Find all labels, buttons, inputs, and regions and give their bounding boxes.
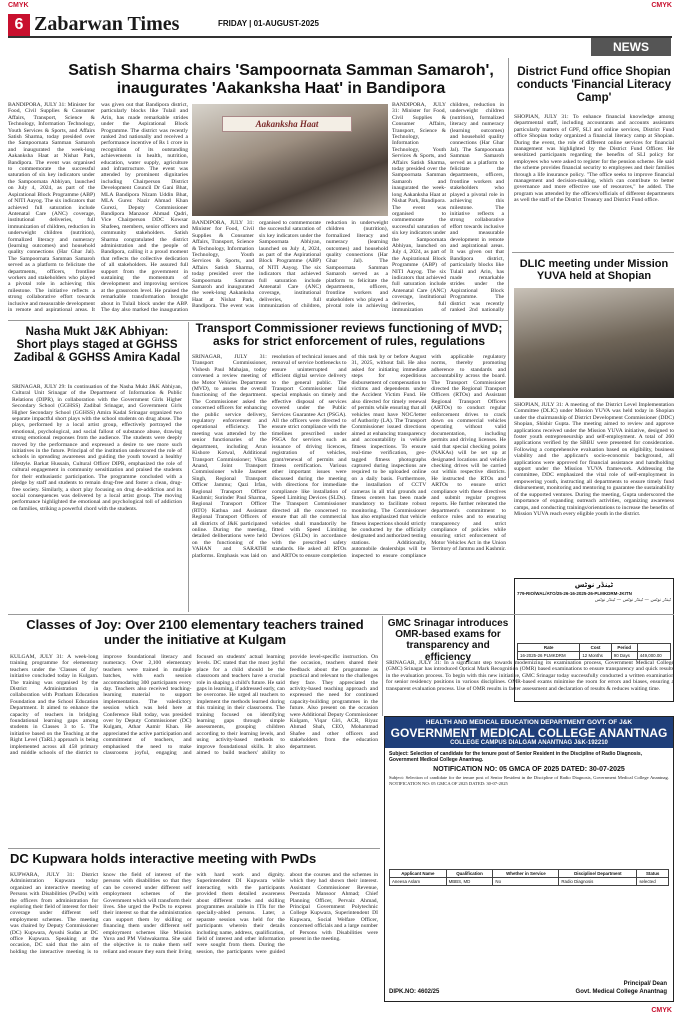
gmc-body: SRINAGAR, JULY 31: In a significant step towards modernizing its examination process, Government Medical College (GMC) Srinagar has introduced Optical Mark Recognition (OMR) based examinations to ensure transparency and quick results in the evaluation process. To begin with this new initiative, GMC Srinagar today successfully conducted a written examination for senior residency positions in various disciplines. OMR-based exams minimise the room for errors and biases, ensuring a transparent evaluation process. Use of OMR results in faster assessment and declaration of results & reduces waiting time.: [386, 660, 674, 692]
ad-college: GOVERNMENT MEDICAL COLLEGE ANANTNAG: [385, 726, 673, 740]
gmc-headline: GMC Srinagar introduces OMR-based exams for transparency and efficiency: [387, 618, 509, 663]
print-mark: CMYK: [8, 2, 29, 9]
issue-date: FRIDAY | 01-AUGUST-2025: [218, 19, 319, 28]
section-tab: NEWS: [591, 38, 671, 56]
ad-signatory: Principal/ Dean: [623, 981, 667, 987]
lead-headline: Satish Sharma chairs 'Sampoornata Samman Samaroh', inaugurates 'Aakanksha Haat' in Bandipora: [68, 62, 494, 97]
column-divider: [382, 616, 383, 716]
divider: [8, 848, 380, 849]
column-divider: [508, 58, 509, 478]
kupwara-headline: DC Kupwara holds interactive meeting with PwDs: [10, 851, 317, 866]
classes-headline: Classes of Joy: Over 2100 elementary teachers trained under the initiative at Kulgam: [26, 617, 364, 647]
print-mark-right: CMYK: [651, 2, 672, 9]
mvd-body: SRINAGAR, JULY 31: Transport Commissioner, Vishesh Paul Mahajan, today convened a review meeting of the Motor Vehicles Department (MVD), to assess the overall functioning of the department. The Commissioner asked the concerned officers for enhancing the public service delivery, regulatory enforcement and operational efficiency. The meeting was attended by the senior functionaries of the department, including Arun Kishore Kotwal, Additional Transport Commissioner; Vikas Anand, Joint Transport Commissioner while Jasmeet Singh, Regional Transport Officer Jammu; Qazi Irfan, Regional Transport Officer Kashmir; Surinder Paul Sharma, Regional Transport Officer (RTO) Kathua and Assistant Regional Transport Officers of all districts of J&K participated online. During the meeting, detailed deliberations were held on the functioning of the VAHAN and SARATHI platforms. Emphasis was laid on resolution of technical issues and removal of service bottlenecks to ensure uninterrupted and efficient digital service delivery to the general public. The Transport Commissioner laid special emphasis on timely and effective disposal of services covered under the Public Services Guarantee Act (PSGA). All the officers were directed to ensure strict compliance with the timelines prescribed under PSGA for services such as issuance of driving licences, registration of vehicles, grant/renewal of permits and fitness certification. Various other important issues were discussed during the meeting with directions for immediate compliance like installation of Speed Limiting Devices (SLDs). The Transport Commissioner directed all the concerned to ensure that all the commercial vehicles shall mandatorily be fitted with Speed Limiting Devices (SLDs) in accordance with the prescribed safety standards. He asked all RTOs and ARTOs to ensure completion of this task by or before August 31, 2025, without fail. He also asked for initiating immediate steps for expeditious disbursement of compensation to victims and dependents under the Accident Victim Fund. He also directed for timely renewal of permits while ensuring that all vehicles must have NOC/letter of Authority (LA). The Transport Commissioner issued directions aimed at enhancing transparency and accountability in vehicle fitness inspections. To ensure real-time verification, geo-tagged fitness photographs captured during inspections are required to be uploaded online on a daily basis. Furthermore, the installation of CCTV cameras in all trial grounds and fitness centers has been made mandatory to facilitate robust monitoring. The Commissioner has also emphasized that vehicle fitness inspections should strictly be conducted by the officially designated and authorized testing stations. Additionally, automobile dealerships will be inspected to ensure compliance with applicable regulatory norms, thereby promoting adherence to standards and accountability across the board. The Transport Commissioner directed the Regional Transport Officers (RTOs) and Assistant Regional Transport Officers (ARTOs) to conduct regular enforcement drives to crack down on commercial vehicles operating without valid documentation, including permits and driving licenses. He said that special checking points (NAKAs) will be set up at designated locations and vehicle checking drives will be carried out within respective districts. He instructed the RTOs and ARTOs to ensure strict compliance with these directives and submit regular progress reports. He further reiterated the department's commitment to enforce rules and to ensuring transparency and strict compliance of policies while ensuring strict enforcement of Motor Vehicles Act in the Union Territory of Jammu and Kashmir.: [192, 354, 506, 559]
photo-banner: Aakanksha Haat: [222, 116, 352, 132]
lead-photo: [192, 104, 388, 216]
divider: [512, 252, 674, 253]
lead-body-right: BANDIPORA, JULY 31: Minister for Food, Civil Supplies & Consumer Affairs, Transport, Science & Technology, Information Technology, Youth Services & Sports, and Affairs Satish Sharma, today presided over the Sampoornata Samman Samaroh and inaugurated the week-long Aakanksha Haat at Nishat Park, Bandipora. The event was organised to commemorate the successful saturation of six key indicators under the Sampoornata Abhiyan, launched on July 4, 2024, as part of the Aspirational Block Programme (ABP) of NITI Aayog. The six indicators that achieved full saturation include Antenatal Care (ANC) coverage, institutional deliveries, full immunization of children, reduction in underweight children (nutrition), formalized literacy and numeracy (learning outcomes) and household quality connections (Har Ghar Jal). The Sampoornata Samman Samaroh served as a platform to felicitate the departments, officers, frontline workers and stakeholders who played a pivotal role in achieving this milestone. The initiative reflects a strong collaborative effort towards inclusive and measurable development in remote and aspirational areas. It was given out that Bandipora district, particularly blocks like Tulail and Arin, has made remarkable strides under the Aspirational Block Programme. The district was recently ranked 2nd nationally: [392, 102, 504, 313]
ad-dipk: DIPK.NO: 4602/25: [389, 989, 440, 995]
print-mark-bottom: CMYK: [651, 1007, 672, 1014]
ad-notification: NOTIFICATION NO: 05 GMCA OF 2025 DATED: 30-07-2025: [433, 766, 625, 773]
lead-body-left: BANDIPORA, JULY 31: Minister for Food, Civil Supplies & Consumer Affairs, Transport, Science & Technology, Information Technology, Youth Services & Sports, and Affairs Satish Sharma, today presided over the Sampoornata Samman Samaroh and inaugurated the week-long Aakanksha Haat at Nishat Park, Bandipora. The event was organised to commemorate the successful saturation of six key indicators under the Sampoornata Abhiyan, launched on July 4, 2024, as part of the Aspirational Block Programme (ABP) of NITI Aayog. The six indicators that achieved full saturation include Antenatal Care (ANC) coverage, institutional deliveries, full immunization of children, reduction in underweight children (nutrition), formalized literacy and numeracy (learning outcomes) and household quality connections (Har Ghar Jal). The Sampoornata Samman Samaroh served as a platform to felicitate the departments, officers, frontline workers and stakeholders who played a pivotal role in achieving this milestone. The initiative reflects a strong collaborative effort towards inclusive and measurable development in remote and aspirational areas. It was given out that Bandipora district, particularly blocks like Tulail and Arin, has made remarkable strides under the Aspirational Block Programme. The district was recently ranked 2nd nationally and received a performance incentive of Rs 1 crore in recognition of its outstanding achievements in health, nutrition, education, water supply, agriculture and infrastructure. The event was attended by prominent dignitaries including Chairperson District Development Council Dr Gani Bhat, MLA Bandipora Nizam Uddin Bhat, MLA Gurez Nazir Ahmad Khan Gurezi, Deputy Commissioner Bandipora Manzoor Ahmad Qadri, Vice Chairperson DDC Kowsar Shafeeq, members, senior officers and community stakeholders. Satish Sharma congratulated the district administration and the people of Bandipora, calling it a proud moment that reflects the collective dedication of all stakeholders. He assured full support from the government in sustaining the momentum of development and improving services at the grassroots level. He praised the remarkable transformation brought about in Tulail block under the ABP. The day also marked the inauguration: [8, 102, 188, 313]
dlic-photo: [514, 288, 674, 398]
dlic-body: SHOPIAN, JULY 31: A meeting of the District Level Implementation Committee (DLIC) under Mission YUVA was held today in Shopian under the chairmanship of District Development Commissioner (DDC) Shopian, Shishir Gupta. The meeting aimed to review and approve applications received under the Mission YUVA initiative, designed to foster youth entrepreneurship and self-employment. A total of 260 applications verified by the SBBU were presented for consideration. Following a comprehensive evaluation based on eligibility, business viability and the applicant's socio-economic background, all applications were approved for financial assistance and handholding support under the Mission YUVA framework. Addressing the committee, DDC emphasized the vital role of self-employment in empowering youth, instructing all departments to ensure timely fund disbursement, monitoring and mentoring to guarantee the sustainability of the supported ventures. During the meeting, Gupta underscored the importance of expanding outreach activities, organizing awareness camps, and conducting trainings/orientations to increase the benefits of Mission YUVA reach every eligible youth in the district.: [514, 402, 674, 517]
ad-body: Subject: Selection of candidate for the tenure post of Senior Resident in the Discipline of Radio Diagnosis, Government Medical College Anantnag. NOTIFICATION NO: 05 GMCA OF 2025 DATED: 30-07-2025: [389, 775, 669, 786]
ad-subject: Subject: Selection of candidate for the tenure post of Senior Resident in the Discipline of Radio Diagnosis, Government Medical College Anantnag.: [389, 751, 643, 763]
dlic-headline: DLIC meeting under Mission YUVA held at Shopian: [519, 258, 669, 283]
shopian-fund-headline: District Fund office Shopian conducts 'Financial Literacy Camp': [516, 66, 672, 104]
lead-body-middle: BANDIPORA, JULY 31: Minister for Food, Civil Supplies & Consumer Affairs, Transport, Science & Technology, Information Technology, Youth Services & Sports, and Affairs Satish Sharma, today presided over the Sampoornata Samman Samaroh and inaugurated the week-long Aakanksha Haat at Nishat Park, Bandipora. The event was organised to commemorate the successful saturation of six key indicators under the Sampoornata Abhiyan, launched on July 4, 2024, as part of the Aspirational Block Programme (ABP) of NITI Aayog. The six indicators that achieved full saturation include Antenatal Care (ANC) coverage, institutional deliveries, full immunization of children, reduction in underweight children (nutrition), formalized literacy and numeracy (learning outcomes) and household quality connections (Har Ghar Jal). The Sampoornata Samman Samaroh served as a platform to felicitate the departments, officers, frontline workers and stakeholders who played a pivotal role in achieving: [192, 220, 388, 310]
urdu-ad-ref: 779-RIO/WAL/ATO/25-26-16-2025-26-PLMKDRM-JKITN: [517, 591, 632, 596]
mvd-headline: Transport Commissioner reviews functioning of MVD; asks for strict enforcement of rules, regulations: [195, 321, 503, 349]
urdu-ad-table: Rate Cost Period 16-2025-26 PLMKDRM 12 Months 90 Days 449,000.00: [517, 643, 671, 660]
ad-conditions: [385, 886, 673, 940]
ad-signatory-2: Govt. Medical College Anantnag: [575, 989, 667, 995]
column-divider: [188, 322, 189, 612]
page-number: 6: [8, 14, 30, 36]
classes-body: KULGAM, JULY 31: A week-long training programme for elementary teachers under the 'Classes of Joy' initiative concluded today in Kulgam. The training was organised by the District Administration in collaboration with Pratham Education Foundation and the School Education Department. It aimed to enhance the capacity of teachers in bridging foundational learning gaps among students in Classes 3 to 5. The initiative based on the Teaching at the Right Level (TaRL) approach is being implemented across all 458 primary and middle schools of the district to improve foundational literacy and numeracy. Over 2,100 elementary teachers were trained in multiple batches, with each session accommodating 300 participants every day. Teachers also received teaching-learning material to support implementation. The valedictory session which was held here at Conference Hall today, was presided over by Deputy Commissioner (DC) Kulgam, Athar Aamir Khan. He appreciated the active participation and commitment of teachers, and emphasised the need to make classrooms joyful, engaging and focused on students' actual learning levels. DC stated that the most joyful place for a child should be the classroom and teachers have a crucial role in shaping a child's future. He said gaps in learning, if addressed early, can be overcome. He urged all teachers to implement the methods learned during this training in their classrooms. The training focused on identifying learning gaps through simple assessments, grouping children according to their learning levels, and using activity-based methods to improve foundational skills. It also aimed to build teachers' ability to provide level-specific instruction. On the occasion, teachers shared their feedback about the programme as practical and relevant to the challenges they face. They appreciated the activity-based teaching approach and expressed the need for continued capacity-building programmes in the future. Also present on the occasion were Additional Deputy Commissioner Kulgam, Viqar Giri, ACR, Riyaz Ahmad Shah, CEO, Mohammad Shafee and other officers and stakeholders from the education department.: [10, 654, 378, 757]
shopian-fund-body: SHOPIAN, JULY 31: To enhance financial knowledge among departmental staff, including accountants and accounts assistants particularly matters of GPF, SLI and online services, District Fund office Shopian today organized a financial literacy camp at Shopian. During the event, the role of different online services for financial management was highlighted by the District Fund Officer. He sensitized participants regarding the benefits of SLI policy for employees who were asked to register for the pension scheme. He said the scheme provides financial security to employees and their families through a life insurance policy. "The office seeks to improve financial management and decision-making, which can contribute to better governance and more effective use of resources," he added. The program was attended by the officers/officials of different departments as well the staff of the District Treasury and District Fund office.: [514, 114, 674, 204]
ad-dept: HEALTH AND MEDICAL EDUCATION DEPARTMENT GOVT. OF J&K: [385, 717, 673, 726]
ad-table: Applicant Name Qualification Whether in Service Discipline/ Department Status Aneesa Aslam MBBS, MD No Radio Diagnosis selected: [389, 869, 669, 886]
ad-address: COLLEGE CAMPUS DIALGAM ANANTNAG J&K-192210: [385, 740, 673, 748]
nasha-headline: Nasha Mukt J&K Abhiyan: Short plays staged at GGHSS Zadibal & GGHSS Amira Kadal: [13, 326, 181, 364]
urdu-ad-title: ٹینڈر نوٹس: [574, 581, 614, 589]
paper-name: Zabarwan Times: [34, 13, 180, 35]
nasha-body: SRINAGAR, JULY 29: In continuation of the Nasha Mukt J&K Abhiyan, Cultural Unit Srinagar of the Department of Information & Public Relations (DIPR), in collaboration with the Government Girls Higher Secondary School (GGHSS) Zadibal Srinagar, and Government Girls Higher Secondary School (GGHSS) Amira Kadal Srinagar organized two separate impactful short plays with the school students on drug abuse. The plays, performed by a local artist group, effectively portrayed the emotional, psychological, and social fallout of substance abuse, drawing strong emotional responses from the audience. The students were deeply moved by the performance and expressed a desire to see more such initiatives in the future. Principal of the institution underscored the role of schools in spreading awareness and guiding the youth toward a healthy lifestyle. Barkat Hussain, Cultural Officer DIPR, emphasized the role of cultural engagement in community sensitization and praised the students for their enthusiastic participation. The programme concluded with a pledge by staff and students to remain drug-free and foster a clean, drug-free society. Similarly, a short play focusing on drug de-addiction and its social consequences was delivered by a local artist group. The moving performance highlighted the emotional and psychological toll of addiction on families, striking a powerful chord with the students.: [12, 384, 182, 512]
masthead-rule: [8, 36, 672, 38]
divider: [8, 614, 674, 615]
kupwara-body: KUPWARA, JULY 31: District Administration Kupwara today organized an interactive meeting of Persons with Disabilities (PwDs) with the officers from administration for exploring their field of interest for their coverage under different self employment schemes. The meeting was chaired by Deputy Commissioner (DC) Kupwara, Ayushi Sudan at DC office Kupwara. Speaking at the occasion, DC said that the aim of holding the interactive meeting is to know the field of interest of the persons with disabilities so that they can be covered under different self employment schemes of the Government which will transform their lives. She urged the PwDs to express their interest so that the administration can support them by skilling or financing them under different self employment schemes like Mission Yuva and PM Vishwakarma. She said the objective is to make them self reliant and ensure they earn their living with hard work and dignity. Superintendent DI Kupwara while interacting with the participants provided them detailed awareness about different trades and skilling programmes available in ITIs for the specially-abled persons. Later, a separate session was held for the participants wherein their details including name, address, qualification, field of interest and other information were sought from them. During the session, the participants were guided about the courses and the schemes in which they had shown their interest. Assistant Commissioner Revenue, Peerzada Mansoor Ahmad; Chief Planning Officer, Pervaiz Ahmad, Principal Government Polytechnic College Kupwara, Superintendent DI Kupwara, Social Welfare Officer, concerned officials and a large number of Persons with Disabilities were present in the meeting.: [10, 872, 378, 955]
gmc-anantnag-ad: [384, 716, 674, 1002]
urdu-ad-text: ٹینڈر نوٹس — ٹینڈر نوٹس — ٹینڈر نوٹس: [594, 598, 671, 603]
